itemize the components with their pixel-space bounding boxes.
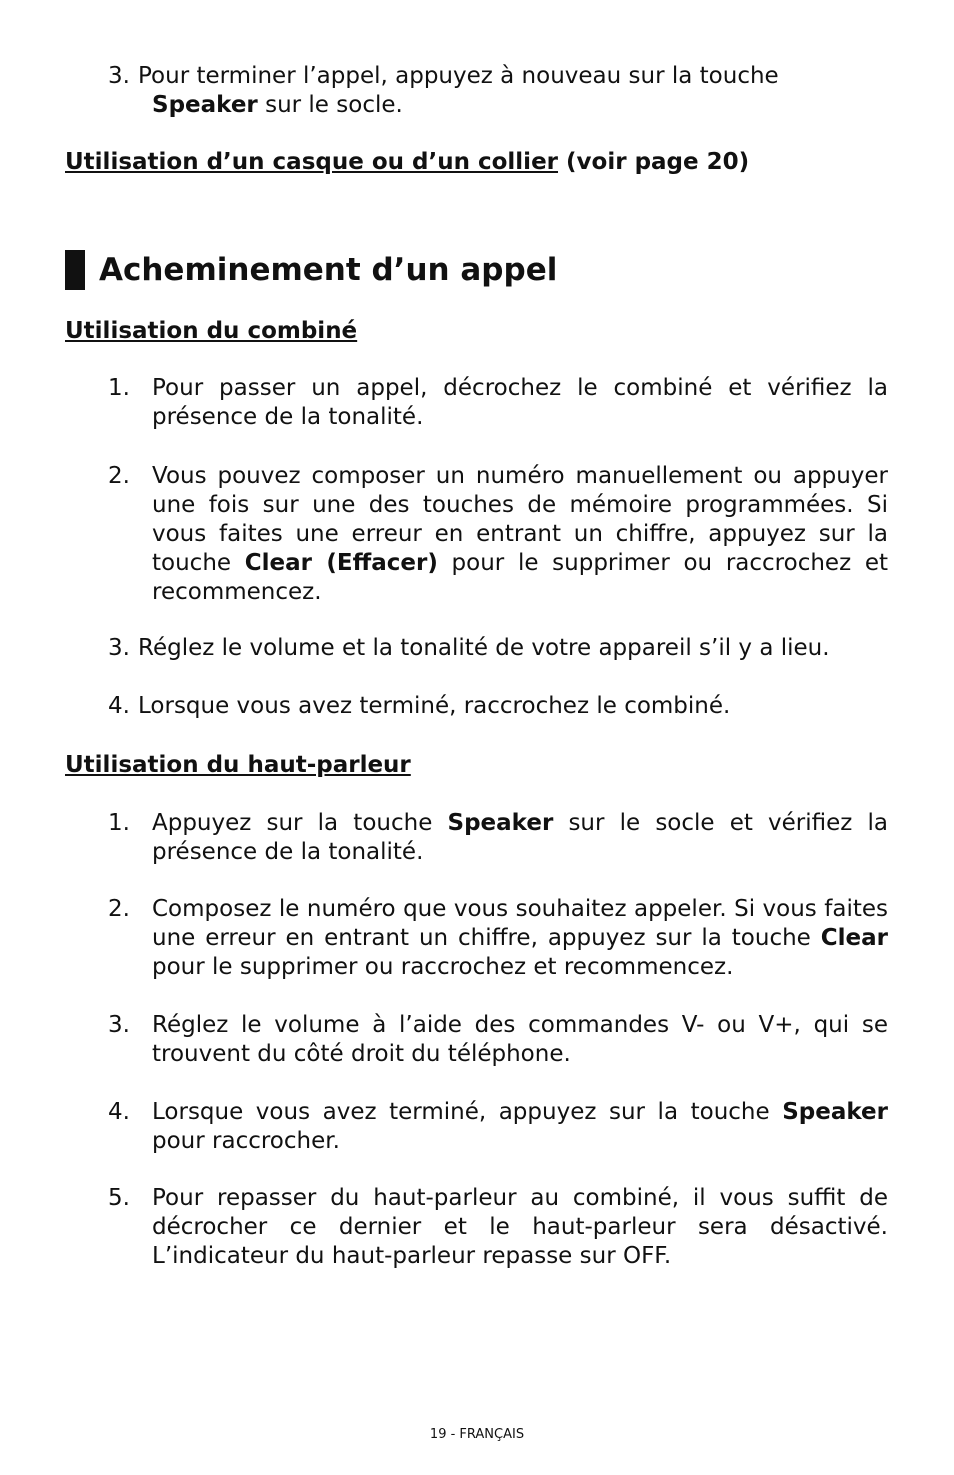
- list-number: 1.: [108, 810, 130, 836]
- list-number: 2.: [108, 896, 130, 922]
- list-item: [108, 374, 888, 432]
- section-title-text: Acheminement d’un appel: [99, 252, 558, 288]
- list-number: 5.: [108, 1185, 130, 1211]
- list-number: 2.: [108, 463, 130, 489]
- list-text: Lorsque vous avez terminé, appuyez sur la touche Speaker pour raccrocher.: [152, 1099, 888, 1154]
- list-text: Réglez le volume et la tonalité de votre appareil s’il y a lieu.: [138, 635, 830, 661]
- speaker-key-label: Speaker: [782, 1099, 888, 1125]
- list-number: 1.: [108, 375, 130, 401]
- speaker-key-label: Speaker: [152, 92, 258, 118]
- list-item: [108, 895, 888, 982]
- list-text: Composez le numéro que vous souhaitez appeler. Si vous faites une erreur en entrant un chiffre, appuyez sur la touche Clear pour le supprimer ou raccrochez et recommencez.: [152, 896, 888, 980]
- list-item: [108, 462, 888, 607]
- list-text: Pour passer un appel, décrochez le combiné et vérifiez la présence de la tonalité.: [152, 375, 888, 430]
- clear-key-label: Clear: [820, 925, 888, 951]
- intro-list-item: [108, 62, 888, 120]
- handset-heading: [65, 317, 357, 346]
- list-item: [108, 809, 888, 867]
- list-item: [108, 1184, 888, 1271]
- title-bar-mark: [65, 250, 85, 290]
- list-number: 4.: [108, 1099, 130, 1125]
- list-item: [108, 1098, 888, 1156]
- list-item: [108, 1011, 888, 1069]
- headset-heading-link: Utilisation d’un casque ou d’un collier: [65, 149, 559, 175]
- list-item: [108, 692, 888, 721]
- list-text-rest: sur le socle.: [257, 92, 403, 118]
- list-number: 4.: [108, 693, 130, 719]
- handset-heading-text: Utilisation du combiné: [65, 318, 358, 344]
- list-text: Réglez le volume à l’aide des commandes V- ou V+, qui se trouvent du côté droit du téléphone.: [152, 1012, 888, 1067]
- list-text: Pour terminer l’appel, appuyez à nouveau sur la touche: [138, 63, 779, 89]
- headset-heading-ref: (voir page 20): [558, 149, 750, 175]
- speaker-heading: [65, 751, 411, 780]
- list-number: 3.: [108, 1012, 130, 1038]
- list-text: Vous pouvez composer un numéro manuellement ou appuyer une fois sur une des touches de mémoire programmées. Si vous faites une erreur en entrant un chiffre, appuyez sur la touche Clear (Effacer) pour le supprimer ou raccrochez et recommencez.: [152, 463, 889, 605]
- list-item: [108, 634, 888, 663]
- section-title: [65, 250, 557, 290]
- clear-key-label: Clear (Effacer): [244, 550, 438, 576]
- speaker-heading-text: Utilisation du haut-parleur: [65, 752, 411, 778]
- list-text: Lorsque vous avez terminé, raccrochez le combiné.: [138, 693, 731, 719]
- list-number: 3.: [108, 63, 130, 89]
- speaker-key-label: Speaker: [447, 810, 554, 836]
- list-number: 3.: [108, 635, 130, 661]
- page-footer: 19 - FRANÇAIS: [429, 1427, 525, 1442]
- list-text: Pour repasser du haut-parleur au combiné, il vous suffit de décrocher ce dernier et le haut-parleur sera désactivé. L’indicateur du haut-parleur repasse sur OFF.: [152, 1185, 888, 1269]
- headset-heading: [65, 148, 749, 177]
- list-text: Appuyez sur la touche Speaker sur le socle et vérifiez la présence de la tonalité.: [152, 810, 888, 865]
